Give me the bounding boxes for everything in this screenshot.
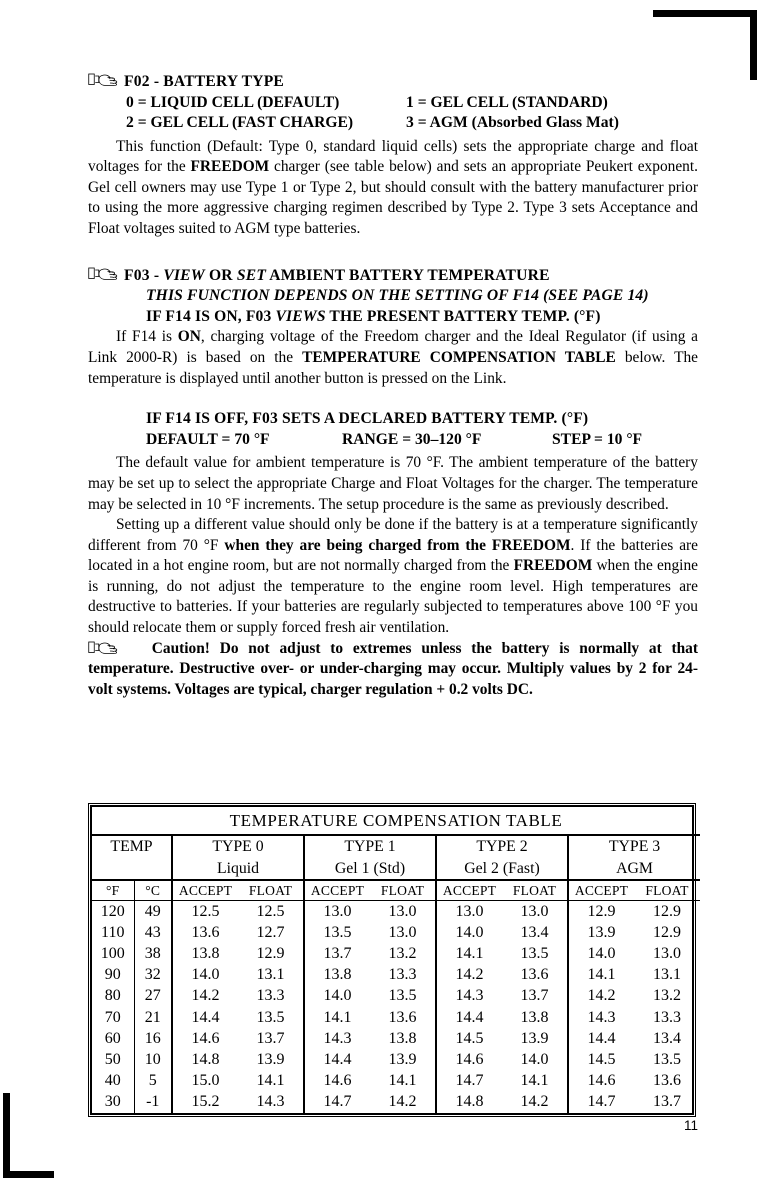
f02-option-1: 1 = GEL CELL (STANDARD) — [406, 93, 608, 111]
cell-type3-accept: 13.9 — [568, 922, 634, 943]
caution-text: Caution! Do not adjust to extremes unless the battery is normally at that temperature. Destructive over- or under-charging may occur. Multiply values by 2 for 24-volt systems. Voltages are typical, charger regulation + 0.2 volts DC. — [88, 639, 698, 698]
cell-type2-accept: 13.0 — [436, 901, 502, 923]
cell-fahrenheit: 40 — [104, 1072, 121, 1090]
document-body — [88, 72, 698, 700]
f03-depends-line: THIS FUNCTION DEPENDS ON THE SETTING OF F14 (SEE PAGE 14) — [146, 287, 649, 305]
cell-celsius: 38 — [134, 943, 172, 964]
cell-type1-float: 13.3 — [388, 966, 417, 984]
cell-type1-float: 13.0 — [388, 902, 417, 920]
cell-type1-float: 14.2 — [388, 1093, 417, 1111]
cell-type2-float: 13.5 — [520, 944, 549, 962]
col-head-type2-float: FLOAT — [502, 880, 568, 901]
cell-type1-accept: 13.7 — [304, 943, 370, 964]
cell-celsius: 27 — [134, 986, 172, 1007]
cell-fahrenheit: 70 — [104, 1008, 121, 1026]
cell-type2-accept: 14.4 — [436, 1007, 502, 1028]
cell-type2-accept: 14.2 — [436, 965, 502, 986]
cell-fahrenheit: 110 — [101, 923, 125, 941]
f02-paragraph — [88, 137, 698, 240]
cell-type0-accept: 15.2 — [172, 1092, 238, 1113]
cell-type1-accept: 14.4 — [304, 1049, 370, 1070]
col-head-type1-accept: ACCEPT — [304, 880, 370, 901]
cell-fahrenheit: 50 — [104, 1050, 121, 1068]
f02-paragraph-part2: charger (see table below) and sets an appropriate Peukert exponent. Gel cell owners may use Type 1 or Type 2, but should consult with the battery manufacturer prior to using the more aggressive charging regimen described by Type 2. Type 3 sets Acceptance and Float voltages suited to AGM type batteries. — [88, 158, 698, 238]
cell-fahrenheit: 120 — [100, 902, 125, 920]
cell-type3-float: 13.4 — [653, 1029, 682, 1047]
temperature-compensation-table-wrapper — [88, 803, 696, 1117]
cell-type3-float: 13.3 — [653, 1008, 682, 1026]
cell-type2-float: 13.9 — [520, 1029, 549, 1047]
cell-celsius: 32 — [134, 965, 172, 986]
cell-type3-accept: 14.0 — [568, 943, 634, 964]
group-sub-type3: AGM — [568, 858, 700, 880]
f03-heading-part1: F03 - — [124, 266, 164, 284]
cell-type1-float: 13.8 — [388, 1029, 417, 1047]
cell-type2-float: 13.6 — [520, 966, 549, 984]
cell-type0-accept: 12.5 — [172, 901, 238, 923]
f03-on-para-bold2: TEMPERATURE COMPENSATION TABLE — [302, 348, 616, 366]
col-head-type3-float: FLOAT — [634, 880, 700, 901]
cell-type3-float: 13.1 — [653, 966, 682, 984]
cell-type0-float: 14.3 — [256, 1093, 285, 1111]
cell-type2-accept: 14.8 — [436, 1092, 502, 1113]
f03-off-line: IF F14 IS OFF, F03 SETS A DECLARED BATTERY TEMP. (°F) — [146, 410, 589, 428]
cell-type0-accept: 15.0 — [172, 1071, 238, 1092]
f03-step-label: STEP = 10 °F — [552, 430, 643, 448]
cell-type0-accept: 13.8 — [172, 943, 238, 964]
f03-on-para-bold1: ON — [177, 328, 201, 346]
group-sub-type2: Gel 2 (Fast) — [436, 858, 568, 880]
cell-type3-accept: 14.3 — [568, 1007, 634, 1028]
col-head-type2-accept: ACCEPT — [436, 880, 502, 901]
table-outer-border — [88, 803, 696, 1117]
table-group-head-row — [92, 835, 700, 858]
cell-type0-float: 12.5 — [256, 902, 285, 920]
cell-celsius: 49 — [134, 901, 172, 923]
f03-on-line-views: VIEWS — [275, 307, 326, 325]
crop-mark-bottom-left — [3, 1093, 54, 1178]
cell-type2-accept: 14.5 — [436, 1028, 502, 1049]
f03-heading-view: VIEW — [163, 266, 205, 284]
table-inner-border — [90, 805, 694, 1115]
table-column-head-row — [92, 880, 700, 901]
group-sub-type0: Liquid — [172, 858, 304, 880]
f03-heading — [124, 266, 550, 287]
f02-options-row-2 — [88, 113, 698, 134]
cell-type2-float: 14.0 — [520, 1050, 549, 1068]
table-row — [92, 1092, 700, 1113]
f03-on-para-part2: , charging voltage of the Freedom charger and the Ideal Regulator (if using a Link 2000-R) is based on the — [88, 328, 698, 366]
f03-para3-bold2: FREEDOM — [513, 557, 593, 575]
f02-option-3: 3 = AGM (Absorbed Glass Mat) — [406, 114, 619, 132]
table-row — [92, 1028, 700, 1049]
f02-options-row-1 — [88, 93, 698, 114]
f02-heading-row — [88, 72, 698, 93]
pointing-hand-icon — [88, 640, 122, 655]
f03-on-para-part1: If F14 is — [116, 328, 178, 346]
table-head — [92, 807, 700, 901]
f02-paragraph-part1: This function (Default: Type 0, standard liquid cells) sets the appropriate charge and float voltages for the — [88, 137, 698, 176]
cell-type0-float: 12.7 — [256, 923, 285, 941]
f03-para3-part1: Setting up a different value should only be done if the battery is at a temperature significantly different from 70 °F — [88, 516, 698, 554]
cell-type1-accept: 13.8 — [304, 965, 370, 986]
cell-type2-accept: 14.0 — [436, 922, 502, 943]
cell-celsius: 10 — [134, 1049, 172, 1070]
f03-heading-part2: OR — [204, 266, 237, 284]
f03-default-label: DEFAULT = 70 °F — [146, 430, 270, 448]
f03-paragraph-2: The default value for ambient temperature is 70 °F. The ambient temperature of the battery may be set up to select the appropriate Charge and Float Voltages for the charger. The temperature may be selected in 10 °F increments. The setup procedure is the same as previously described. — [88, 454, 698, 513]
f03-on-line-part1: IF F14 IS ON, F03 — [146, 307, 276, 325]
table-body — [92, 901, 700, 1113]
col-head-type3-accept: ACCEPT — [568, 880, 634, 901]
cell-celsius: -1 — [134, 1092, 172, 1113]
group-sub-type1: Gel 1 (Std) — [304, 858, 436, 880]
table-row — [92, 965, 700, 986]
cell-type0-float: 13.9 — [256, 1050, 285, 1068]
cell-type1-float: 13.9 — [388, 1050, 417, 1068]
col-head-celsius: °C — [134, 880, 172, 901]
cell-type0-accept: 14.0 — [172, 965, 238, 986]
temperature-compensation-table — [92, 807, 700, 1113]
cell-type2-accept: 14.7 — [436, 1071, 502, 1092]
cell-type2-float: 13.0 — [520, 902, 549, 920]
group-head-type0: TYPE 0 — [172, 835, 304, 858]
cell-type0-accept: 14.4 — [172, 1007, 238, 1028]
f03-para3-part3: when the engine is running, do not adjust the temperature to the engine room level. High temperatures are destructive to batteries. If your batteries are regularly subjected to temperatures above 100 °F you should relocate them or supply forced fresh air ventilation. — [88, 557, 698, 637]
cell-type3-accept: 14.2 — [568, 986, 634, 1007]
table-group-sub-row — [92, 858, 700, 880]
f03-heading-part3: AMBIENT BATTERY TEMPERATURE — [266, 266, 550, 284]
cell-type0-accept: 14.8 — [172, 1049, 238, 1070]
cell-type3-float: 12.9 — [653, 923, 682, 941]
f02-option-0: 0 = LIQUID CELL (DEFAULT) — [126, 93, 340, 111]
cell-type2-accept: 14.6 — [436, 1049, 502, 1070]
table-title-row — [92, 807, 700, 835]
cell-celsius: 5 — [134, 1071, 172, 1092]
cell-type3-float: 13.7 — [653, 1093, 682, 1111]
group-head-temp: TEMP — [110, 838, 153, 855]
cell-type3-float: 12.9 — [653, 902, 682, 920]
cell-type1-float: 13.5 — [388, 987, 417, 1005]
cell-type1-accept: 13.5 — [304, 922, 370, 943]
cell-type2-accept: 14.3 — [436, 986, 502, 1007]
cell-type0-float: 13.1 — [256, 966, 285, 984]
cell-fahrenheit: 90 — [104, 966, 121, 984]
f03-params-row — [88, 430, 698, 451]
cell-type2-float: 13.7 — [520, 987, 549, 1005]
f03-on-paragraph — [88, 327, 698, 389]
table-row — [92, 1007, 700, 1028]
cell-type2-accept: 14.1 — [436, 943, 502, 964]
f03-on-line — [88, 307, 698, 328]
cell-type0-float: 12.9 — [256, 944, 285, 962]
cell-type3-accept: 14.1 — [568, 965, 634, 986]
f03-paragraph-3 — [88, 515, 698, 639]
cell-fahrenheit: 60 — [104, 1029, 121, 1047]
cell-type1-accept: 13.0 — [304, 901, 370, 923]
crop-mark-top-right — [653, 10, 757, 80]
f02-paragraph-bold1: FREEDOM — [190, 158, 270, 176]
cell-type1-float: 13.6 — [388, 1008, 417, 1026]
cell-type2-float: 13.4 — [520, 923, 549, 941]
cell-type3-accept: 14.6 — [568, 1071, 634, 1092]
cell-type3-float: 13.0 — [653, 944, 682, 962]
cell-type1-float: 13.0 — [388, 923, 417, 941]
cell-type0-float: 13.7 — [256, 1029, 285, 1047]
cell-celsius: 43 — [134, 922, 172, 943]
table-row — [92, 943, 700, 964]
f03-range-label: RANGE = 30–120 °F — [342, 430, 482, 448]
cell-type2-float: 14.1 — [520, 1072, 549, 1090]
caution-block — [88, 639, 698, 701]
table-row — [92, 922, 700, 943]
f03-on-line-part2: THE PRESENT BATTERY TEMP. (°F) — [325, 307, 601, 325]
cell-fahrenheit: 30 — [104, 1093, 121, 1111]
cell-type0-float: 13.3 — [256, 987, 285, 1005]
cell-type3-float: 13.6 — [653, 1072, 682, 1090]
cell-type0-float: 14.1 — [256, 1072, 285, 1090]
col-head-type0-float: FLOAT — [238, 880, 304, 901]
group-head-type3: TYPE 3 — [568, 835, 700, 858]
col-head-type0-accept: ACCEPT — [172, 880, 238, 901]
table-row — [92, 1071, 700, 1092]
cell-type3-float: 13.5 — [653, 1050, 682, 1068]
table-row — [92, 901, 700, 923]
cell-type1-float: 13.2 — [388, 944, 417, 962]
table-title: TEMPERATURE COMPENSATION TABLE — [92, 807, 700, 835]
table-row — [92, 1049, 700, 1070]
cell-celsius: 16 — [134, 1028, 172, 1049]
cell-celsius: 21 — [134, 1007, 172, 1028]
cell-type3-float: 13.2 — [653, 987, 682, 1005]
cell-type1-accept: 14.0 — [304, 986, 370, 1007]
col-head-fahrenheit: °F — [92, 880, 134, 901]
cell-fahrenheit: 100 — [100, 944, 125, 962]
cell-type3-accept: 12.9 — [568, 901, 634, 923]
f02-heading: F02 - BATTERY TYPE — [124, 73, 285, 90]
cell-type0-accept: 14.2 — [172, 986, 238, 1007]
group-head-type2: TYPE 2 — [436, 835, 568, 858]
cell-type3-accept: 14.4 — [568, 1028, 634, 1049]
cell-fahrenheit: 80 — [104, 987, 121, 1005]
pointing-hand-icon — [88, 72, 122, 87]
cell-type1-accept: 14.7 — [304, 1092, 370, 1113]
f03-para3-bold1: when they are being charged from the FREEDOM — [224, 536, 571, 554]
f03-heading-row — [88, 266, 698, 287]
cell-type1-float: 14.1 — [388, 1072, 417, 1090]
cell-type0-accept: 13.6 — [172, 922, 238, 943]
cell-type1-accept: 14.6 — [304, 1071, 370, 1092]
group-head-type1: TYPE 1 — [304, 835, 436, 858]
cell-type0-float: 13.5 — [256, 1008, 285, 1026]
table-row — [92, 986, 700, 1007]
pointing-hand-icon — [88, 266, 122, 281]
f02-option-2: 2 = GEL CELL (FAST CHARGE) — [126, 114, 354, 132]
col-head-type1-float: FLOAT — [370, 880, 436, 901]
cell-type2-float: 13.8 — [520, 1008, 549, 1026]
group-sub-temp — [92, 858, 172, 880]
page-number: 11 — [683, 1118, 698, 1133]
f03-para3-part2: . If the batteries are located in a hot engine room, but are not normally charged from the — [88, 536, 698, 575]
cell-type0-accept: 14.6 — [172, 1028, 238, 1049]
f03-on-para-part3: below. The temperature is displayed until another button is pressed on the Link. — [88, 348, 699, 387]
cell-type2-float: 14.2 — [520, 1093, 549, 1111]
cell-type1-accept: 14.1 — [304, 1007, 370, 1028]
cell-type3-accept: 14.7 — [568, 1092, 634, 1113]
cell-type3-accept: 14.5 — [568, 1049, 634, 1070]
f03-heading-set: SET — [236, 266, 267, 284]
cell-type1-accept: 14.3 — [304, 1028, 370, 1049]
